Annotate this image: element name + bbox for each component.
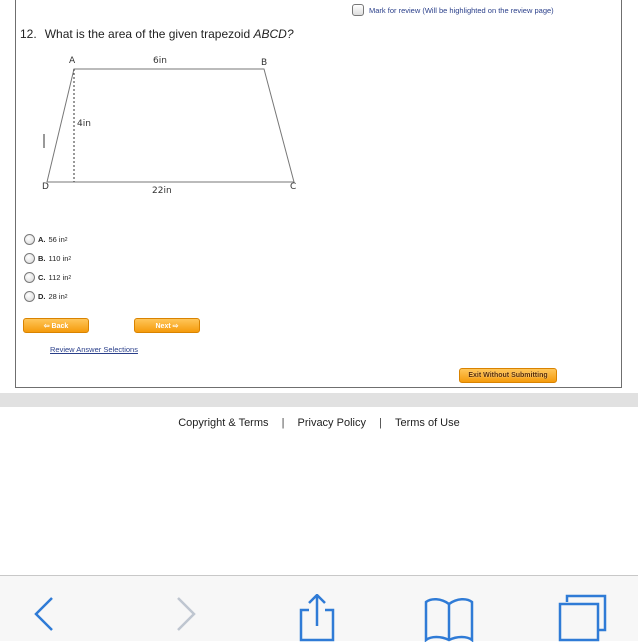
answer-d[interactable]: [24, 287, 71, 306]
radio-b[interactable]: [24, 253, 35, 264]
vertex-b: B: [261, 58, 268, 68]
radio-a[interactable]: [24, 234, 35, 245]
forward-arrow-icon[interactable]: [170, 594, 200, 634]
footer-separator: |: [281, 417, 285, 429]
review-checkbox[interactable]: [352, 4, 364, 16]
answer-value: 112 in: [48, 273, 69, 282]
answer-list: [24, 230, 71, 306]
vertex-a: A: [69, 56, 76, 66]
share-icon[interactable]: [297, 594, 337, 642]
exit-without-submitting-button[interactable]: Exit Without Submitting: [459, 368, 557, 383]
vertex-d: D: [42, 182, 49, 192]
radio-c[interactable]: [24, 272, 35, 283]
vertex-c: C: [290, 182, 297, 192]
mark-for-review[interactable]: [352, 4, 554, 16]
back-arrow-icon[interactable]: [30, 594, 60, 634]
radio-d[interactable]: [24, 291, 35, 302]
browser-toolbar: [0, 575, 638, 641]
top-base-label: 6in: [153, 56, 167, 66]
answer-exponent: 2: [64, 236, 68, 243]
page-divider-band: [0, 393, 638, 407]
trapezoid-figure: [16, 48, 316, 198]
answer-exponent: 2: [68, 255, 72, 262]
answer-letter: A.: [38, 235, 46, 244]
footer-separator: |: [379, 417, 382, 429]
copyright-link[interactable]: Copyright & Terms: [178, 417, 269, 429]
answer-exponent: 2: [68, 274, 72, 281]
back-button[interactable]: ⇦ Back: [23, 318, 89, 333]
review-answers-link[interactable]: Review Answer Selections: [50, 345, 138, 354]
answer-value: 110 in: [48, 254, 69, 263]
terms-link[interactable]: Terms of Use: [394, 417, 460, 429]
question-text: [20, 27, 294, 41]
answer-letter: C.: [38, 273, 46, 282]
height-label: 4in: [77, 119, 91, 129]
answer-c[interactable]: [24, 268, 71, 287]
answer-letter: B.: [38, 254, 46, 263]
question-number: 12.: [20, 27, 37, 41]
answer-b[interactable]: [24, 249, 71, 268]
answer-letter: D.: [38, 292, 46, 301]
tabs-icon[interactable]: [557, 594, 609, 642]
answer-value: 56 in: [48, 235, 65, 244]
answer-exponent: 2: [64, 293, 68, 300]
question-shape: ABCD?: [253, 27, 294, 41]
bookmarks-icon[interactable]: [423, 594, 475, 642]
privacy-link[interactable]: Privacy Policy: [297, 417, 366, 429]
quiz-panel: [15, 0, 622, 388]
review-label: Mark for review (Will be highlighted on the review page): [369, 5, 554, 15]
question-body: What is the area of the given trapezoid: [44, 27, 254, 41]
answer-a[interactable]: [24, 230, 71, 249]
bottom-base-label: 22in: [152, 186, 172, 196]
footer-links: [0, 417, 638, 429]
answer-value: 28 in: [48, 292, 65, 301]
next-button[interactable]: Next ⇨: [134, 318, 200, 333]
